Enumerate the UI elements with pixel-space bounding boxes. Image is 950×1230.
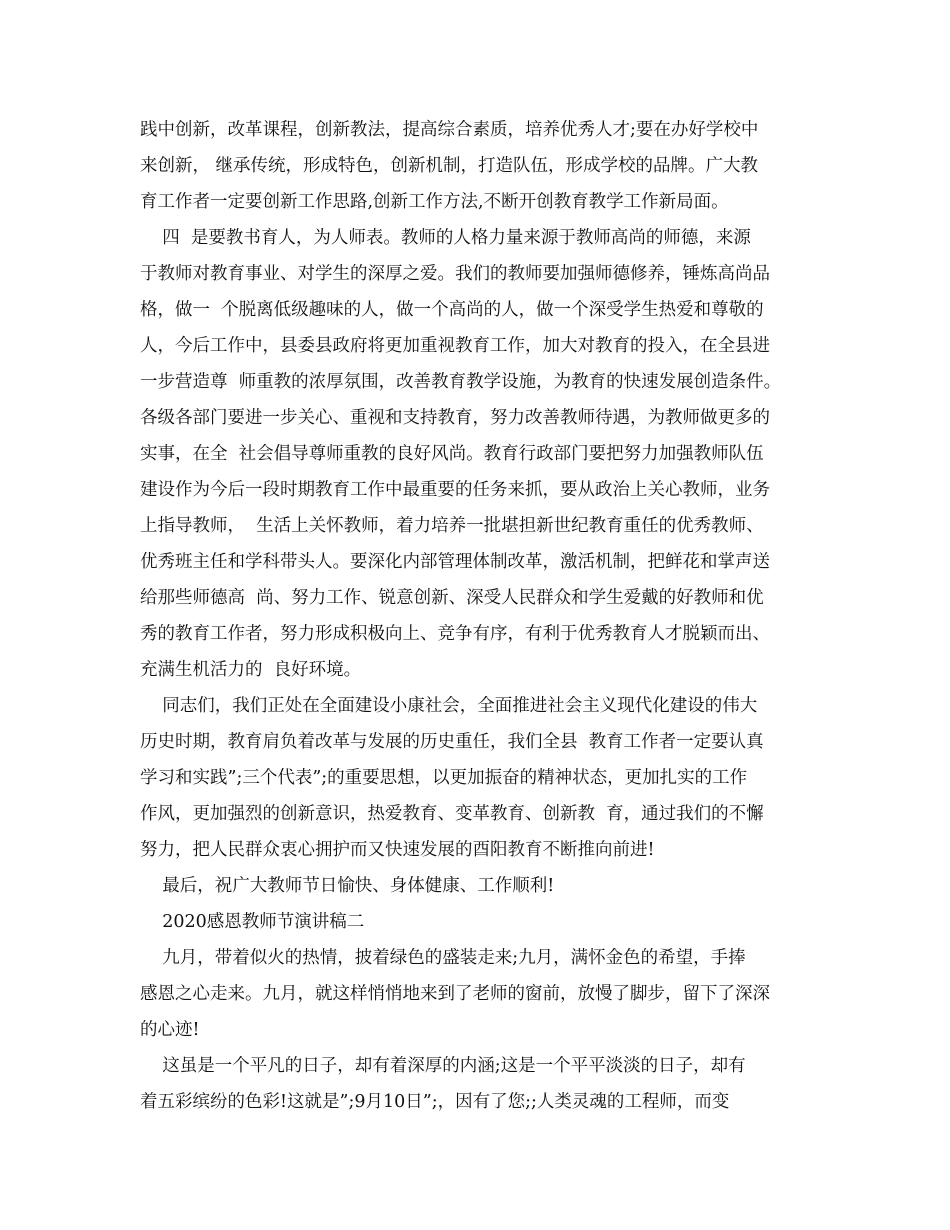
text-line: 来创新， 继承传统，形成特色，创新机制，打造队伍，形成学校的品牌。广大教: [140, 156, 759, 176]
text-line: 上指导教师， 生活上关怀教师，着力培养一批堪担新世纪教育重任的优秀教师、: [140, 516, 764, 536]
text-line: 各级各部门要进一步关心、重视和支持教育，努力改善教师待遇，为教师做更多的: [140, 408, 770, 428]
text-line: 作风，更加强烈的创新意识，热爱教育、变革教育、创新教 育，通过我们的不懈: [140, 804, 764, 824]
text-line: 感恩之心走来。九月，就这样悄悄地来到了老师的窗前，放慢了脚步，留下了深深: [140, 984, 770, 1004]
text-line: 秀的教育工作者，努力形成积极向上、竞争有序，有利于优秀教育人才脱颖而出、: [140, 624, 770, 644]
text-line: 着五彩缤纷的色彩!这就是”;9月10日”;，因有了您;;人类灵魂的工程师，而变: [140, 1092, 730, 1112]
paragraph-first-line: 九月，带着似火的热情，披着绿色的盛装走来;九月，满怀金色的希望，手捧: [140, 948, 746, 968]
text-line: 历史时期，教育肩负着改革与发展的历史重任，我们全县 教育工作者一定要认真: [140, 732, 764, 752]
text-line: 于教师对教育事业、对学生的深厚之爱。我们的教师要加强师德修养，锤炼高尚品: [140, 264, 770, 284]
text-line: 一步营造尊 师重教的浓厚氛围，改善教育教学设施，为教育的快速发展创造条件。: [140, 372, 782, 392]
text-line: 学习和实践”;三个代表”;的重要思想，以更加振奋的精神状态，更加扎实的工作: [140, 768, 748, 788]
text-line: 充满生机活力的 良好环境。: [140, 660, 362, 680]
text-line: 的心迹!: [140, 1020, 200, 1040]
text-line: 践中创新，改革课程，创新教法，提高综合素质，培养优秀人才;要在办好学校中: [140, 120, 759, 140]
text-line: 努力，把人民群众衷心拥护而又快速发展的酉阳教育不断推向前进!: [140, 840, 655, 860]
text-line: 育工作者一定要创新工作思路,创新工作方法,不断开创教育教学工作新局面。: [140, 192, 729, 212]
text-line: 人，今后工作中，县委县政府将更加重视教育工作，加大对教育的投入，在全县进: [140, 336, 770, 356]
paragraph-first-line: 四 是要教书育人，为人师表。教师的人格力量来源于教师高尚的师德，来源: [140, 228, 751, 248]
text-line: 建设作为今后一段时期教育工作中最重要的任务来抓，要从政治上关心教师，业务: [140, 480, 770, 500]
text-line: 实事，在全 社会倡导尊师重教的良好风尚。教育行政部门要把努力加强教师队伍: [140, 444, 764, 464]
paragraph-first-line: 最后，祝广大教师节日愉快、身体健康、工作顺利!: [140, 876, 555, 896]
paragraph-first-line: 这虽是一个平凡的日子，却有着深厚的内涵;这是一个平平淡淡的日子，却有: [140, 1056, 746, 1076]
text-line: 格，做一 个脱离低级趣味的人，做一个高尚的人，做一个深受学生热爱和尊敬的: [140, 300, 764, 320]
text-line: 优秀班主任和学科带头人。要深化内部管理体制改革，激活机制，把鲜花和掌声送: [140, 552, 770, 572]
paragraph-first-line: 同志们，我们正处在全面建设小康社会，全面推进社会主义现代化建设的伟大: [140, 696, 758, 716]
section-heading: 2020感恩教师节演讲稿二: [140, 912, 365, 932]
text-line: 给那些师德高 尚、努力工作、锐意创新、深受人民群众和学生爱戴的好教师和优: [140, 588, 764, 608]
